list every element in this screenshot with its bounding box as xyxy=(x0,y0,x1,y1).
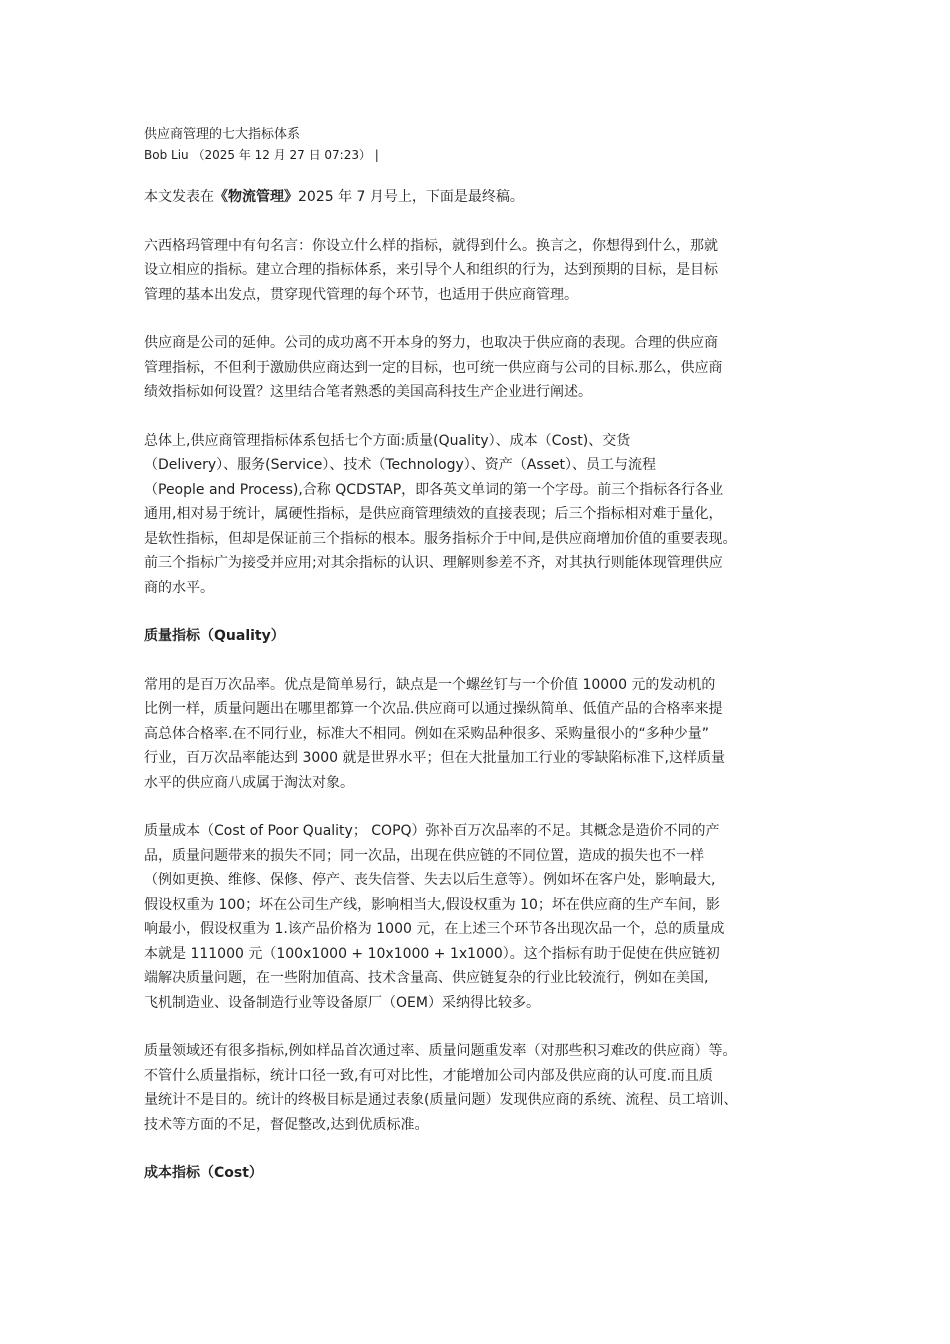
intro-paragraph xyxy=(144,185,816,210)
paragraph-defect-rate xyxy=(144,673,816,796)
text-line: 通用,相对易于统计，属硬性指标，是供应商管理绩效的直接表现；后三个指标相对难于量化， xyxy=(144,506,723,522)
text-line: 端解决质量问题，在一些附加值高、技术含量高、供应链复杂的行业比较流行，例如在美国, xyxy=(144,970,709,986)
article-title: 供应商管理的七大指标体系 xyxy=(144,127,301,142)
text-line: 质量领域还有很多指标,例如样品首次通过率、质量问题重发率（对那些积习难改的供应商）等。 xyxy=(144,1043,737,1059)
text-line: 质量成本（Cost of Poor Quality； COPQ）弥补百万次品率的不足。其概念是造价不同的产 xyxy=(144,823,720,839)
text-line: 品，质量问题带来的损失不同；同一次品，出现在供应链的不同位置，造成的损失也不一样 xyxy=(144,847,704,864)
text-line: 水平的供应商八成属于淘汰对象。 xyxy=(144,774,354,791)
text-line: 常用的是百万次品率。优点是简单易行，缺点是一个螺丝钉与一个价值 10000 元的发动机的 xyxy=(144,676,716,693)
text-line: 是软性指标，但却是保证前三个指标的根本。服务指标介于中间,是供应商增加价值的重要表现。 xyxy=(144,530,737,547)
article-byline: Bob Liu （2025 年 12 月 27 日 07:23） | xyxy=(144,148,379,162)
intro-suffix: 2025 年 7 月号上，下面是最终稿。 xyxy=(298,189,524,205)
text-line: 供应商是公司的延伸。公司的成功离不开本身的努力，也取决于供应商的表现。合理的供应商 xyxy=(144,335,718,351)
document-page xyxy=(144,125,816,1210)
text-line: 管理的基本出发点，贯穿现代管理的每个环节，也适用于供应商管理。 xyxy=(144,286,578,303)
text-line: 飞机制造业、设备制造行业等设备原厂（OEM）采纳得比较多。 xyxy=(144,994,540,1011)
text-line: 量统计不是目的。统计的终极目标是通过表象(质量问题）发现供应商的系统、流程、员工培训、 xyxy=(144,1092,738,1108)
section-heading-quality: 质量指标（Quality） xyxy=(144,628,285,644)
paragraph-quality-other-metrics xyxy=(144,1039,816,1137)
text-line: 总体上,供应商管理指标体系包括七个方面:质量(Quality）、成本（Cost)、交货 xyxy=(144,432,631,449)
text-line: 绩效指标如何设置？这里结合笔者熟悉的美国高科技生产企业进行阐述。 xyxy=(144,384,592,400)
text-line: 设立相应的指标。建立合理的指标体系，来引导个人和组织的行为，达到预期的目标，是目标 xyxy=(144,262,718,278)
paragraph-overview-qcdstap xyxy=(144,429,816,601)
text-line: 比例一样，质量问题出在哪里都算一个次品.供应商可以通过操纵简单、低值产品的合格率来提 xyxy=(144,701,723,717)
text-line: （例如更换、维修、保修、停产、丧失信誉、失去以后生意等）。例如坏在客户处，影响最大, xyxy=(144,872,716,888)
section-heading-cost: 成本指标（Cost） xyxy=(144,1165,263,1181)
text-line: 假设权重为 100；坏在公司生产线，影响相当大,假设权重为 10；坏在供应商的生产车间，影 xyxy=(144,896,720,913)
journal-name: 《物流管理》 xyxy=(214,189,298,205)
paragraph-six-sigma xyxy=(144,234,816,308)
paragraph-supplier-extension xyxy=(144,331,816,405)
text-line: 高总体合格率.在不同行业，标准大不相同。例如在采购品种很多、采购量很小的“多种少量” xyxy=(144,725,709,742)
text-line: 技术等方面的不足，督促整改,达到优质标准。 xyxy=(144,1116,429,1133)
intro-prefix: 本文发表在 xyxy=(144,189,214,205)
text-line: 六西格玛管理中有句名言：你设立什么样的指标，就得到什么。换言之，你想得到什么，那就 xyxy=(144,237,718,254)
text-line: 响最小，假设权重为 1.该产品价格为 1000 元，在上述三个环节各出现次品一个，总的质量成 xyxy=(144,921,725,937)
text-line: （Delivery）、服务(Service）、技术（Technology）、资产（Asset）、员工与流程 xyxy=(144,457,657,473)
text-line: （People and Process),合称 QCDSTAP，即各英文单词的第一个字母。前三个指标各行各业 xyxy=(144,481,724,498)
text-line: 商的水平。 xyxy=(144,579,214,596)
text-line: 管理指标，不但利于激励供应商达到一定的目标，也可统一供应商与公司的目标.那么，供应商 xyxy=(144,359,723,376)
text-line: 不管什么质量指标，统计口径一致,有可对比性，才能增加公司内部及供应商的认可度.而且质 xyxy=(144,1067,713,1084)
text-line: 本就是 111000 元（100x1000 + 10x1000 + 1x1000）。这个指标有助于促使在供应链初 xyxy=(144,945,720,962)
text-line: 行业，百万次品率能达到 3000 就是世界水平；但在大批量加工行业的零缺陷标准下,这样质量 xyxy=(144,750,725,766)
text-line: 前三个指标广为接受并应用;对其余指标的认识、理解则参差不齐，对其执行则能体现管理供应 xyxy=(144,555,723,571)
paragraph-copq xyxy=(144,819,816,1015)
